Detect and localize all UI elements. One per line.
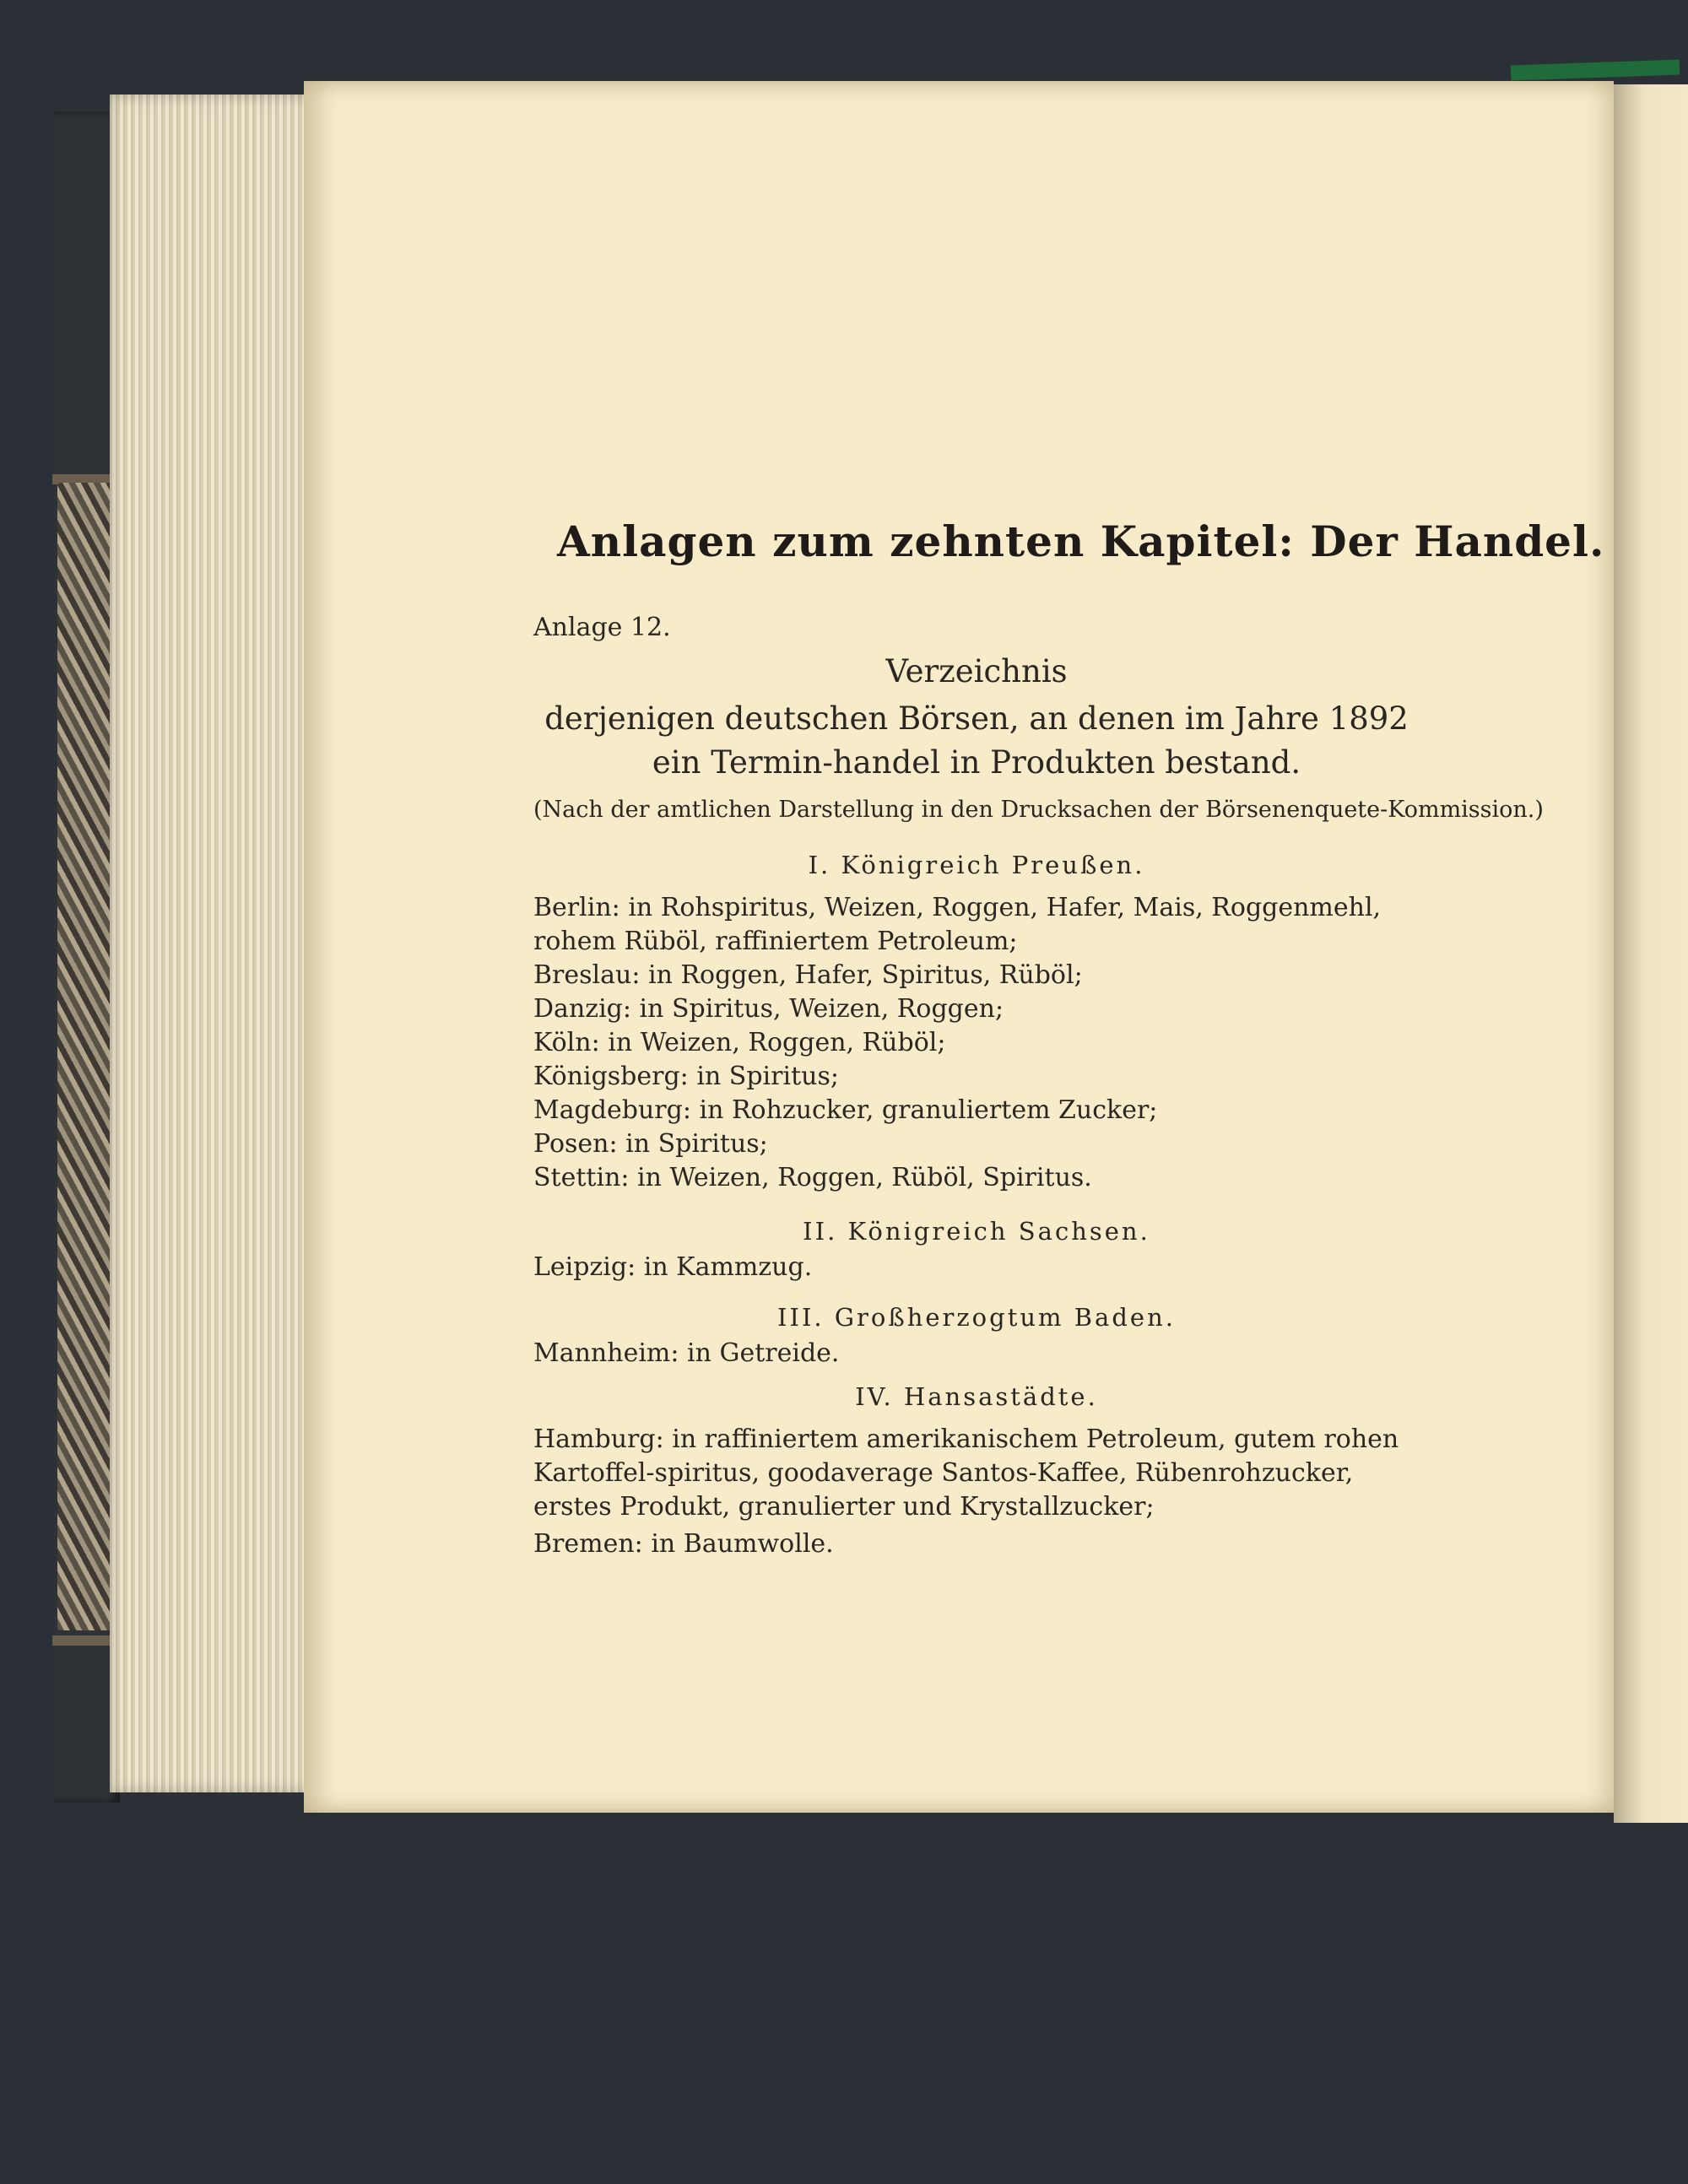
commodity-list: in Rohzucker, granuliertem Zucker; [699,1095,1158,1125]
section-heading: II. Königreich Sachsen. [803,1217,1150,1246]
city-name: Magdeburg: [533,1095,691,1125]
section-heading: I. Königreich Preußen. [808,851,1145,879]
list-title: Verzeichnis [885,653,1068,689]
appendix-label: Anlage 12. [533,613,671,642]
city-name: Mannheim: [533,1338,679,1368]
bookmark-ribbon [1511,60,1680,81]
commodity-list: in raffiniertem amerikanischem Petroleum, gutem rohen Kartoffel-spiritus, goodaverage Santos-Kaffee, Rübenrohzucker, erstes Produkt, granulierter und Krystallzucker; [533,1424,1399,1522]
list-item [533,1127,1420,1161]
list-item [533,1094,1420,1127]
list-item [533,1423,1420,1524]
list-item [533,891,1420,959]
city-name: Leipzig: [533,1252,636,1282]
city-name: Hamburg: [533,1424,664,1454]
commodity-list: in Kammzug. [643,1252,813,1282]
commodity-list: in Spiritus, Weizen, Roggen; [639,994,1004,1024]
city-name: Breslau: [533,960,641,990]
commodity-list: in Roggen, Hafer, Spiritus, Rüböl; [648,960,1083,990]
commodity-list: in Spiritus; [696,1062,839,1091]
source-note: (Nach der amtlichen Darstellung in den Drucksachen der Börsenenquete-Kommission.) [533,797,1544,823]
city-name: Danzig: [533,994,631,1024]
list-item [533,1161,1420,1195]
city-name: Berlin: [533,893,620,922]
city-name: Stettin: [533,1163,630,1192]
list-item [533,992,1420,1026]
commodity-list: in Weizen, Roggen, Rüböl, Spiritus. [637,1163,1092,1192]
spine-marbled-cover [57,483,113,1630]
section-heading: III. Großherzogtum Baden. [777,1303,1176,1332]
commodity-list: in Weizen, Roggen, Rüböl; [608,1028,946,1057]
commodity-list: in Spiritus; [625,1129,768,1159]
list-item [533,1026,1420,1060]
commodity-list: in Baumwolle. [651,1529,834,1559]
commodity-list: in Rohspiritus, Weizen, Roggen, Hafer, Mais, Roggenmehl, rohem Rüböl, raffiniertem Petroleum; [533,893,1382,956]
city-name: Köln: [533,1028,600,1057]
list-item [533,1251,1420,1284]
list-item [533,1060,1420,1094]
list-subtitle: derjenigen deutschen Börsen, an denen im Jahre 1892 ein Termin-handel in Produkten bestand. [544,700,1409,781]
facing-page-edge [1614,84,1688,1823]
city-name: Posen: [533,1129,618,1159]
page-edges [110,95,321,1792]
list-item [533,1337,1420,1370]
city-name: Königsberg: [533,1062,689,1091]
list-item [533,959,1420,992]
list-item [533,1527,1420,1561]
commodity-list: in Getreide. [687,1338,840,1368]
city-name: Bremen: [533,1529,643,1559]
chapter-heading: Anlagen zum zehnten Kapitel: Der Handel. [557,516,1605,566]
section-heading: IV. Hansastädte. [855,1382,1098,1411]
